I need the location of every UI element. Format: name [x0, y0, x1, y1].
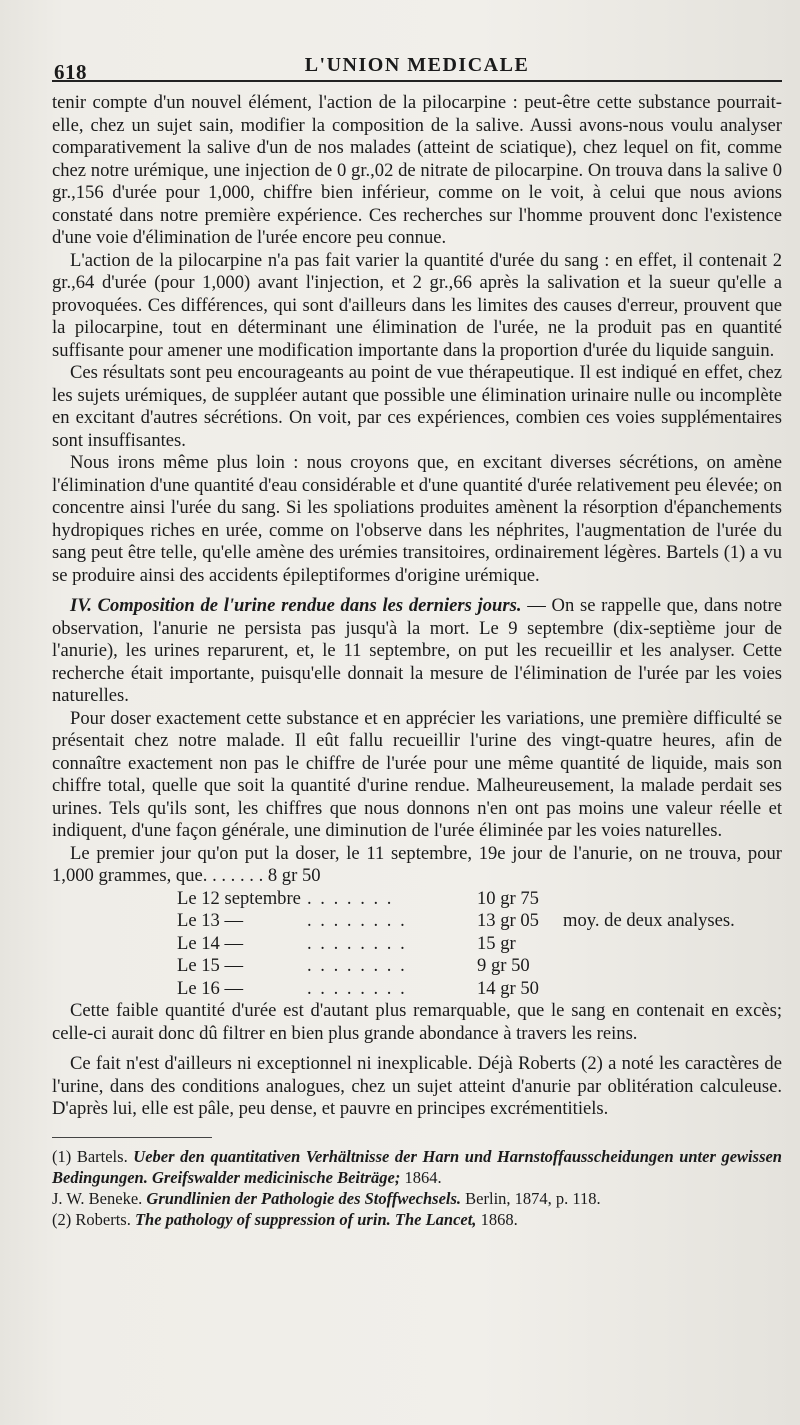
- footnote: [52, 1188, 782, 1209]
- paragraph: Ce fait n'est d'ailleurs ni exceptionnel ni inexplicable. Déjà Roberts (2) a noté les caractères de l'urine, dans des conditions analogues, chez un sujet atteint d'anurie par oblitération calculeuse. D'après lui, elle est pâle, peu dense, et pauvre en principes excrémentitiels.: [52, 1053, 782, 1119]
- measure-note: [557, 978, 735, 1001]
- footnote-title: The pathology of suppression of urin. The Lancet,: [134, 1209, 477, 1229]
- measure-value: 15 gr: [477, 932, 516, 954]
- footnote-prefix: J. W. Beneke.: [52, 1188, 147, 1208]
- measure-date: Le 13 —: [177, 910, 244, 931]
- paragraph: Cette faible quantité d'urée est d'autant plus remarquable, que le sang en contenait en excès; celle-ci aurait donc dû filtrer en bien plus grande abondance à travers les reins.: [52, 1000, 782, 1044]
- measure-date: Le 16 —: [177, 977, 244, 999]
- paragraph: tenir compte d'un nouvel élément, l'action de la pilocarpine : peut-être cette substance pourrait-elle, chez un sujet sain, modifier la composition de la salive. Aussi avons-nous voulu analyser comparativement la salive d'un de nos malades (atteint de sciatique), chez lequel on fit, comme chez notre urémique, une injection de 0 gr.,02 de nitrate de pilocarpine. On trouva dans la salive 0 gr.,156 d'urée pour 1,000, chiffre bien inférieur, comme on le voit, à celui que nous avions constaté dans notre première expérience. Ces recherches sur l'homme prouvent donc l'existence d'une voie d'élimination de l'urée encore peu connue.: [52, 92, 782, 248]
- measure-note: [557, 933, 735, 956]
- footnote-title: Ueber den quantitativen Verhältnisse der Harn und Harnstoffausscheidungen unter gewissen Bedingungen. Greifswalder medicinische Beiträge;: [52, 1146, 782, 1187]
- footnotes: [52, 1146, 782, 1230]
- leader-dots: . . . . . . .: [307, 887, 394, 909]
- leader-dots: . . . . . . . .: [307, 910, 407, 931]
- footnote-title: Grundlinien der Pathologie des Stoffwechsels.: [146, 1188, 462, 1208]
- footnote-rule: [52, 1137, 212, 1138]
- table-row: [177, 910, 735, 933]
- paragraph: Nous irons même plus loin : nous croyons que, en excitant diverses sécrétions, on amène l'élimination d'une quantité d'eau considérable et d'une quantité d'urée relativement peu élevée; on concentre ainsi l'urée du sang. Si les spoliations produites amènent la résorption d'épanchements hydropiques riches en urée, comme on l'observe dans les néphrites, l'augmentation de l'urée du sang peut être telle, qu'elle amène des urémies transitoires, ordinairement légères. Bartels (1) a vu se produire ainsi des accidents épileptiformes d'origine urémique.: [52, 452, 782, 586]
- section-iv-paragraph: [52, 595, 782, 708]
- footnote-suffix: Berlin, 1874, p. 118.: [461, 1188, 601, 1208]
- table-row: [177, 978, 735, 1001]
- footnote-suffix: 1864.: [400, 1167, 442, 1187]
- page-number: 618: [54, 60, 87, 84]
- footnote: [52, 1146, 782, 1188]
- running-title: L'UNION MEDICALE: [304, 54, 530, 76]
- page-header: [52, 46, 782, 82]
- table-row: [177, 955, 735, 978]
- measure-date: Le 12 septembre: [177, 887, 301, 909]
- section-heading: IV. Composition de l'urine rendue dans les derniers jours.: [70, 595, 522, 616]
- table-row: [177, 933, 735, 956]
- measure-value: 14 gr 50: [477, 977, 539, 999]
- footnote-prefix: (2) Roberts.: [52, 1209, 135, 1229]
- measure-note: [557, 955, 735, 978]
- footnote-prefix: (1) Bartels.: [52, 1146, 134, 1166]
- paragraph: Pour doser exactement cette substance et en apprécier les variations, une première difficulté se présentait chez notre malade. Il eût fallu recueillir l'urine des vingt-quatre heures, afin de connaître exactement non pas le chiffre de l'urée pour une même quantité de liquide, mais son chiffre total, quelle que soit la quantité d'urine rendue. Malheureusement, la malade perdait ses urines. Tels qu'ils sont, les chiffres que nous donnons n'en ont pas moins une valeur réelle et indiquent, d'une façon générale, une diminution de l'urée éliminée par les voies naturelles.: [52, 707, 782, 841]
- measure-note: moy. de deux analyses.: [563, 910, 735, 931]
- table-row: [177, 888, 735, 911]
- article-body: [52, 92, 782, 1121]
- paragraph: L'action de la pilocarpine n'a pas fait varier la quantité d'urée du sang : en effet, il contenait 2 gr.,64 d'urée (pour 1,000) avant l'injection, et 2 gr.,66 après la salivation et la sueur qu'elle a provoquées. Ces différences, qui sont d'ailleurs dans les limites des causes d'erreur, prouvent que la pilocarpine, tout en déterminant une élimination de l'urée, ne la produit pas en quantité suffisante pour amener une modification importante dans la proportion d'urée du liquide sanguin.: [52, 249, 782, 361]
- paragraph: Ces résultats sont peu encourageants au point de vue thérapeutique. Il est indiqué en effet, chez les sujets urémiques, de suppléer autant que possible une élimination urinaire nulle ou incomplète en excitant d'autres sécrétions. On voit, par ces expériences, combien ces voies supplémentaires sont insuffisantes.: [52, 362, 782, 451]
- measure-date: Le 14 —: [177, 932, 244, 954]
- measure-date: Le 15 —: [177, 955, 244, 976]
- measure-value: 13 gr 05: [477, 910, 539, 931]
- footnote-suffix: 1868.: [476, 1209, 518, 1229]
- measure-value: 9 gr 50: [477, 955, 530, 976]
- measure-value: 10 gr 75: [477, 887, 539, 909]
- urea-measurements-table: [177, 888, 735, 1001]
- section-text: — On se rappelle que, dans notre observation, l'anurie ne persista pas jusqu'à la mort. Le 9 septembre (dix-septième jour de l'anurie), les urines reparurent, et, le 11 septembre, on put les recueillir et les analyser. Cette recherche était importante, puisqu'elle donnait la mesure de l'élimination de l'urée par les voies naturelles.: [52, 595, 782, 706]
- leader-dots: . . . . . . . .: [307, 955, 407, 976]
- measure-note: [557, 888, 735, 911]
- paragraph: Le premier jour qu'on put la doser, le 11 septembre, 19e jour de l'anurie, on ne trouva, pour 1,000 grammes, que. . . . . . . 8 gr 50: [52, 842, 782, 886]
- leader-dots: . . . . . . . .: [307, 977, 407, 999]
- leader-dots: . . . . . . . .: [307, 932, 407, 954]
- footnote: [52, 1209, 782, 1230]
